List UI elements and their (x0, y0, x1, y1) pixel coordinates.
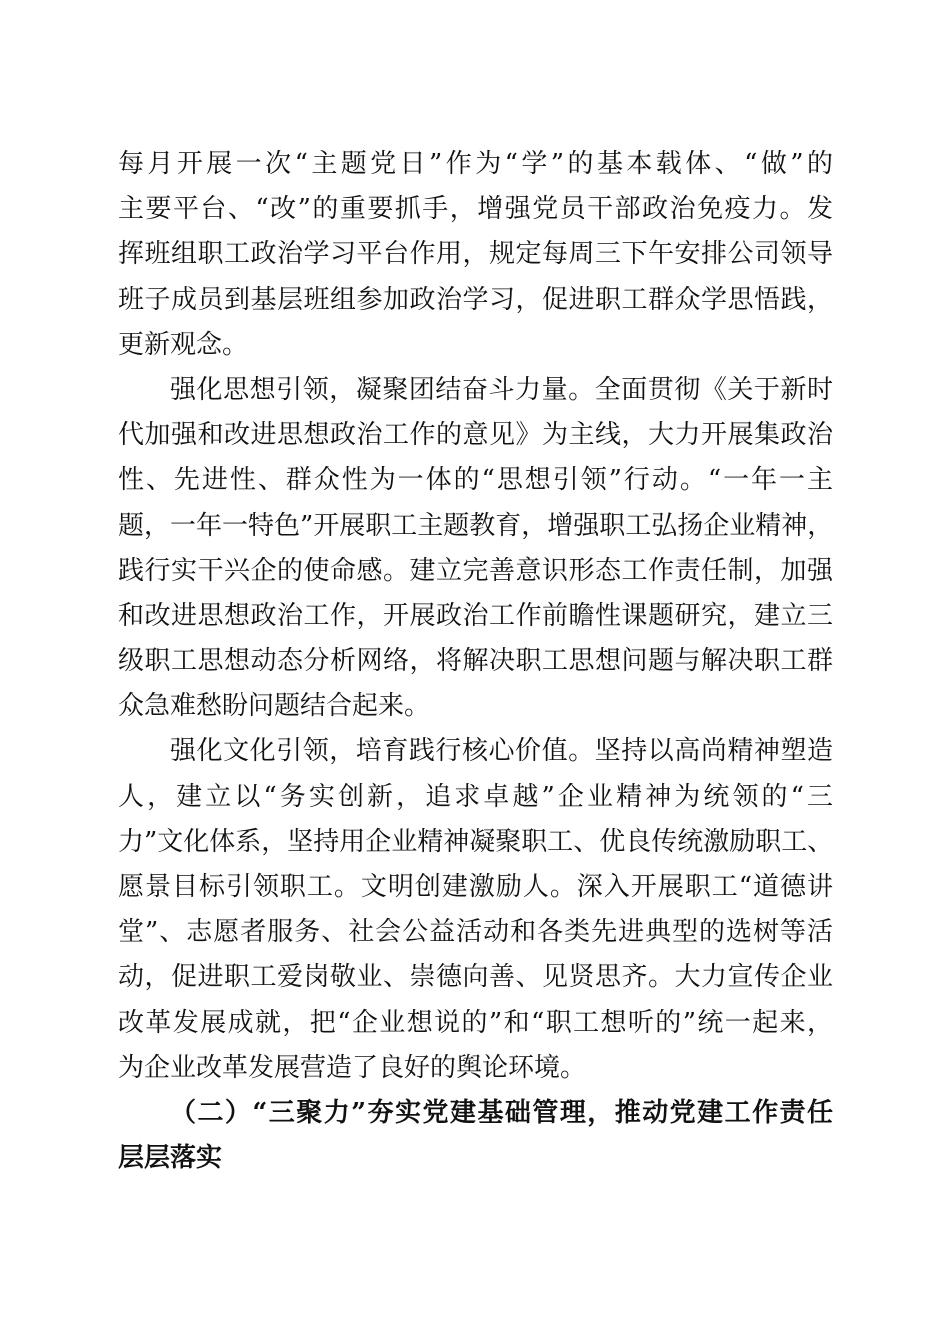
paragraph-first-line: 强化思想引领，凝聚团结奋斗力量。全面贯彻《关于新时 (170, 374, 833, 405)
text-line: 愿景目标引领职工。文明创建激励人。深入开展职工“道德讲 (118, 872, 833, 902)
text-line: 动，促进职工爱岗敬业、崇德向善、见贤思齐。大力宣传企业 (118, 962, 833, 993)
section-heading: （二）“三聚力”夯实党建基础管理，推动党建工作责任 (170, 1097, 833, 1128)
text-line: 改革发展成就，把“企业想说的”和“职工想听的”统一起来， (118, 1007, 833, 1038)
text-line: 性、先进性、群众性为一体的“思想引领”行动。“一年一主 (118, 465, 833, 496)
text-line: 更新观念。 (118, 329, 249, 360)
section-heading-continued: 层层落实 (118, 1143, 223, 1174)
text-line: 人，建立以“务实创新，追求卓越”企业精神为统领的“三 (118, 781, 833, 812)
text-line: 代加强和改进思想政治工作的意见》为主线，大力开展集政治 (118, 420, 833, 451)
text-line: 级职工思想动态分析网络，将解决职工思想问题与解决职工群 (118, 646, 833, 677)
text-line: 践行实干兴企的使命感。建立完善意识形态工作责任制，加强 (118, 555, 833, 586)
document-body (118, 142, 833, 1181)
text-line: 众急难愁盼问题结合起来。 (118, 691, 431, 722)
text-line: 主要平台、“改”的重要抓手，增强党员干部政治免疫力。发 (118, 194, 833, 225)
text-line: 为企业改革发展营造了良好的舆论环境。 (118, 1052, 587, 1083)
paragraph-first-line: 强化文化引领，培育践行核心价值。坚持以高尚精神塑造 (170, 736, 833, 767)
text-line: 挥班组职工政治学习平台作用，规定每周三下午安排公司领导 (118, 239, 833, 270)
text-line: 力”文化体系，坚持用企业精神凝聚职工、优良传统激励职工、 (118, 826, 834, 857)
text-line: 和改进思想政治工作，开展政治工作前瞻性课题研究，建立三 (118, 600, 833, 631)
text-line: 题，一年一特色”开展职工主题教育，增强职工弘扬企业精神， (118, 510, 834, 541)
text-line: 堂”、志愿者服务、社会公益活动和各类先进典型的选树等活 (118, 917, 833, 948)
text-line: 每月开展一次“主题党日”作为“学”的基本载体、“做”的 (118, 149, 833, 179)
text-line: 班子成员到基层班组参加政治学习，促进职工群众学思悟践， (118, 284, 833, 315)
